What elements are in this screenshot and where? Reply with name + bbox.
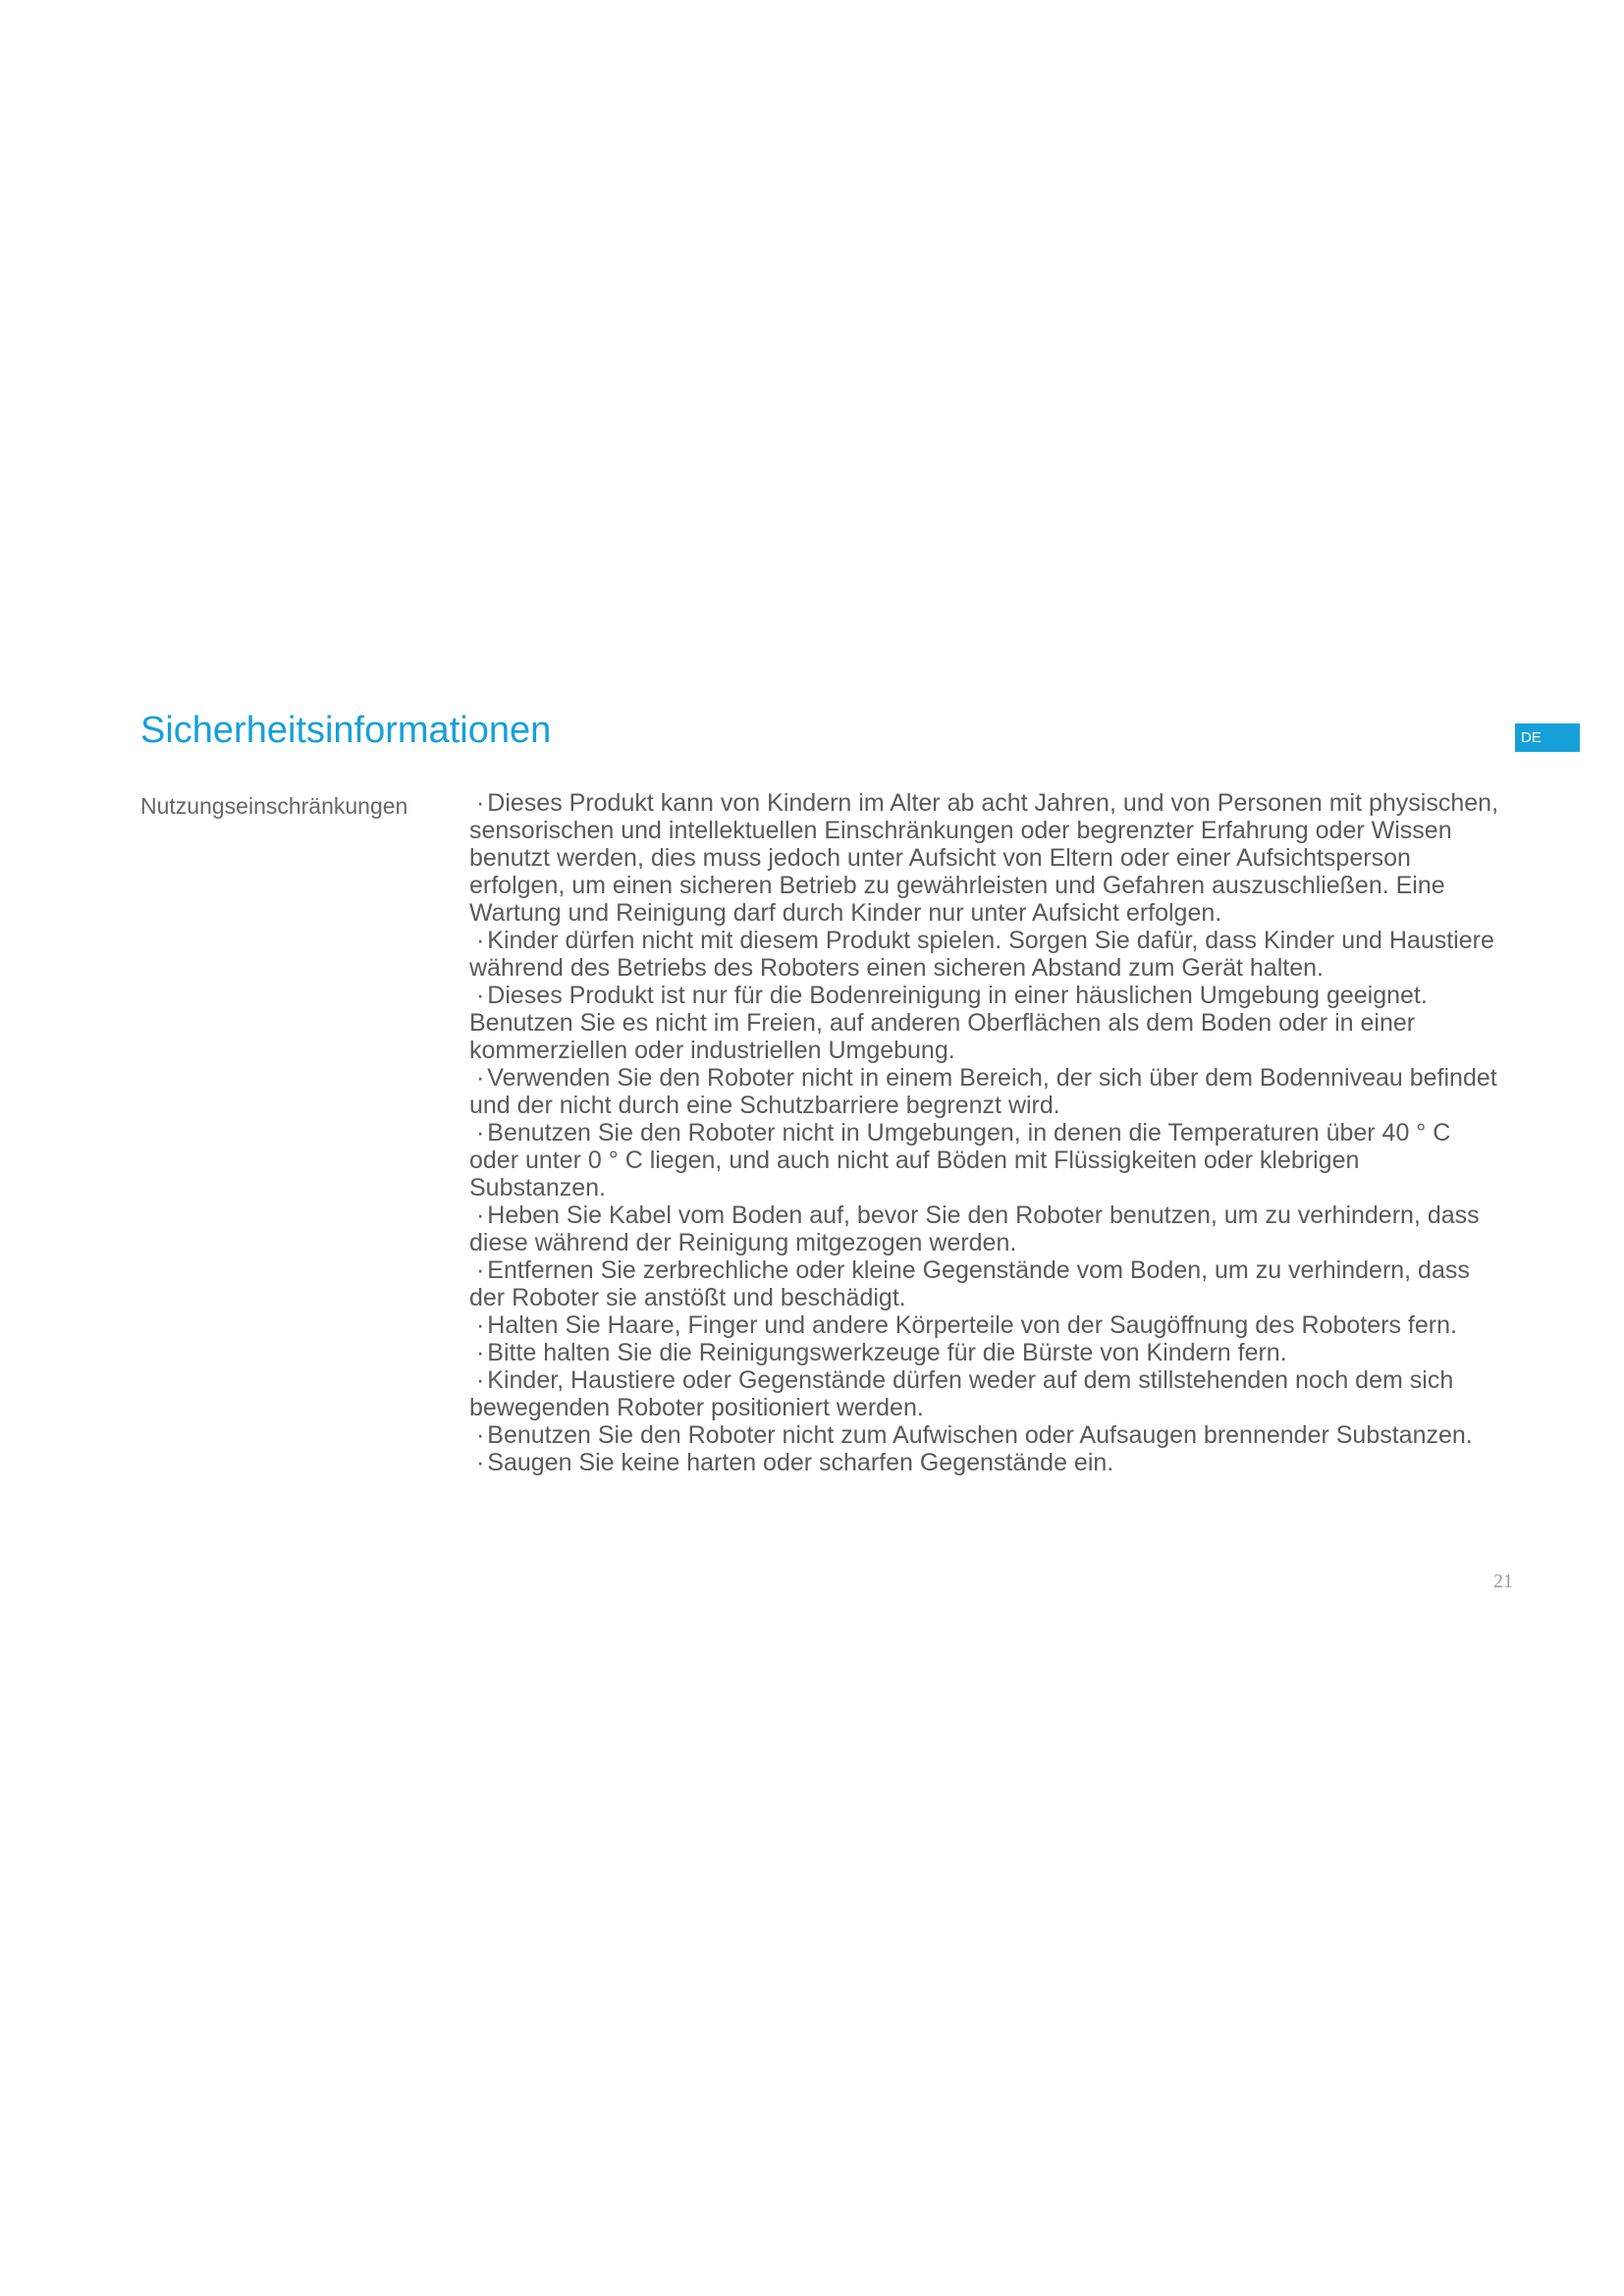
bullet-item: · Dieses Produkt ist nur für die Bodenreinigung in einer häuslichen Umgebung geeignet. Benutzen Sie es nicht im Freien, auf anderen Oberflächen als dem Boden oder in einer kommerziellen oder industriellen Umgebung. <box>469 982 1500 1064</box>
safety-bullet-list <box>469 789 1500 1476</box>
bullet-item: · Benutzen Sie den Roboter nicht in Umgebungen, in denen die Temperaturen über 40 ° C oder unter 0 ° C liegen, und auch nicht auf Böden mit Flüssigkeiten oder klebrigen Substanzen. <box>469 1119 1500 1201</box>
bullet-item: · Kinder dürfen nicht mit diesem Produkt spielen. Sorgen Sie dafür, dass Kinder und Haustiere während des Betriebs des Roboters einen sicheren Abstand zum Gerät halten. <box>469 927 1500 982</box>
page-title: Sicherheitsinformationen <box>140 710 552 751</box>
bullet-item: · Heben Sie Kabel vom Boden auf, bevor Sie den Roboter benutzen, um zu verhindern, dass diese während der Reinigung mitgezogen werden. <box>469 1201 1500 1256</box>
bullet-item: · Halten Sie Haare, Finger und andere Körperteile von der Saugöffnung des Roboters fern. <box>469 1311 1500 1339</box>
bullet-item: · Bitte halten Sie die Reinigungswerkzeuge für die Bürste von Kindern fern. <box>469 1339 1500 1366</box>
bullet-item: · Verwenden Sie den Roboter nicht in einem Bereich, der sich über dem Bodenniveau befindet und der nicht durch eine Schutzbarriere begrenzt wird. <box>469 1064 1500 1119</box>
section-label: Nutzungseinschränkungen <box>140 793 408 819</box>
bullet-item: · Dieses Produkt kann von Kindern im Alter ab acht Jahren, und von Personen mit physischen, sensorischen und intellektuellen Einschränkungen oder begrenzter Erfahrung oder Wissen benutzt werden, dies muss jedoch unter Aufsicht von Eltern oder einer Aufsichtsperson erfolgen, um einen sicheren Betrieb zu gewährleisten und Gefahren auszuschließen. Eine Wartung und Reinigung darf durch Kinder nur unter Aufsicht erfolgen. <box>469 789 1500 927</box>
bullet-item: · Benutzen Sie den Roboter nicht zum Aufwischen oder Aufsaugen brennender Substanzen. <box>469 1421 1500 1449</box>
page-number: 21 <box>1493 1571 1513 1592</box>
bullet-item: · Kinder, Haustiere oder Gegenstände dürfen weder auf dem stillstehenden noch dem sich bewegenden Roboter positioniert werden. <box>469 1366 1500 1421</box>
bullet-item: · Entfernen Sie zerbrechliche oder kleine Gegenstände vom Boden, um zu verhindern, dass der Roboter sie anstößt und beschädigt. <box>469 1256 1500 1311</box>
bullet-item: · Saugen Sie keine harten oder scharfen Gegenstände ein. <box>469 1449 1500 1476</box>
language-badge: DE <box>1515 723 1580 752</box>
